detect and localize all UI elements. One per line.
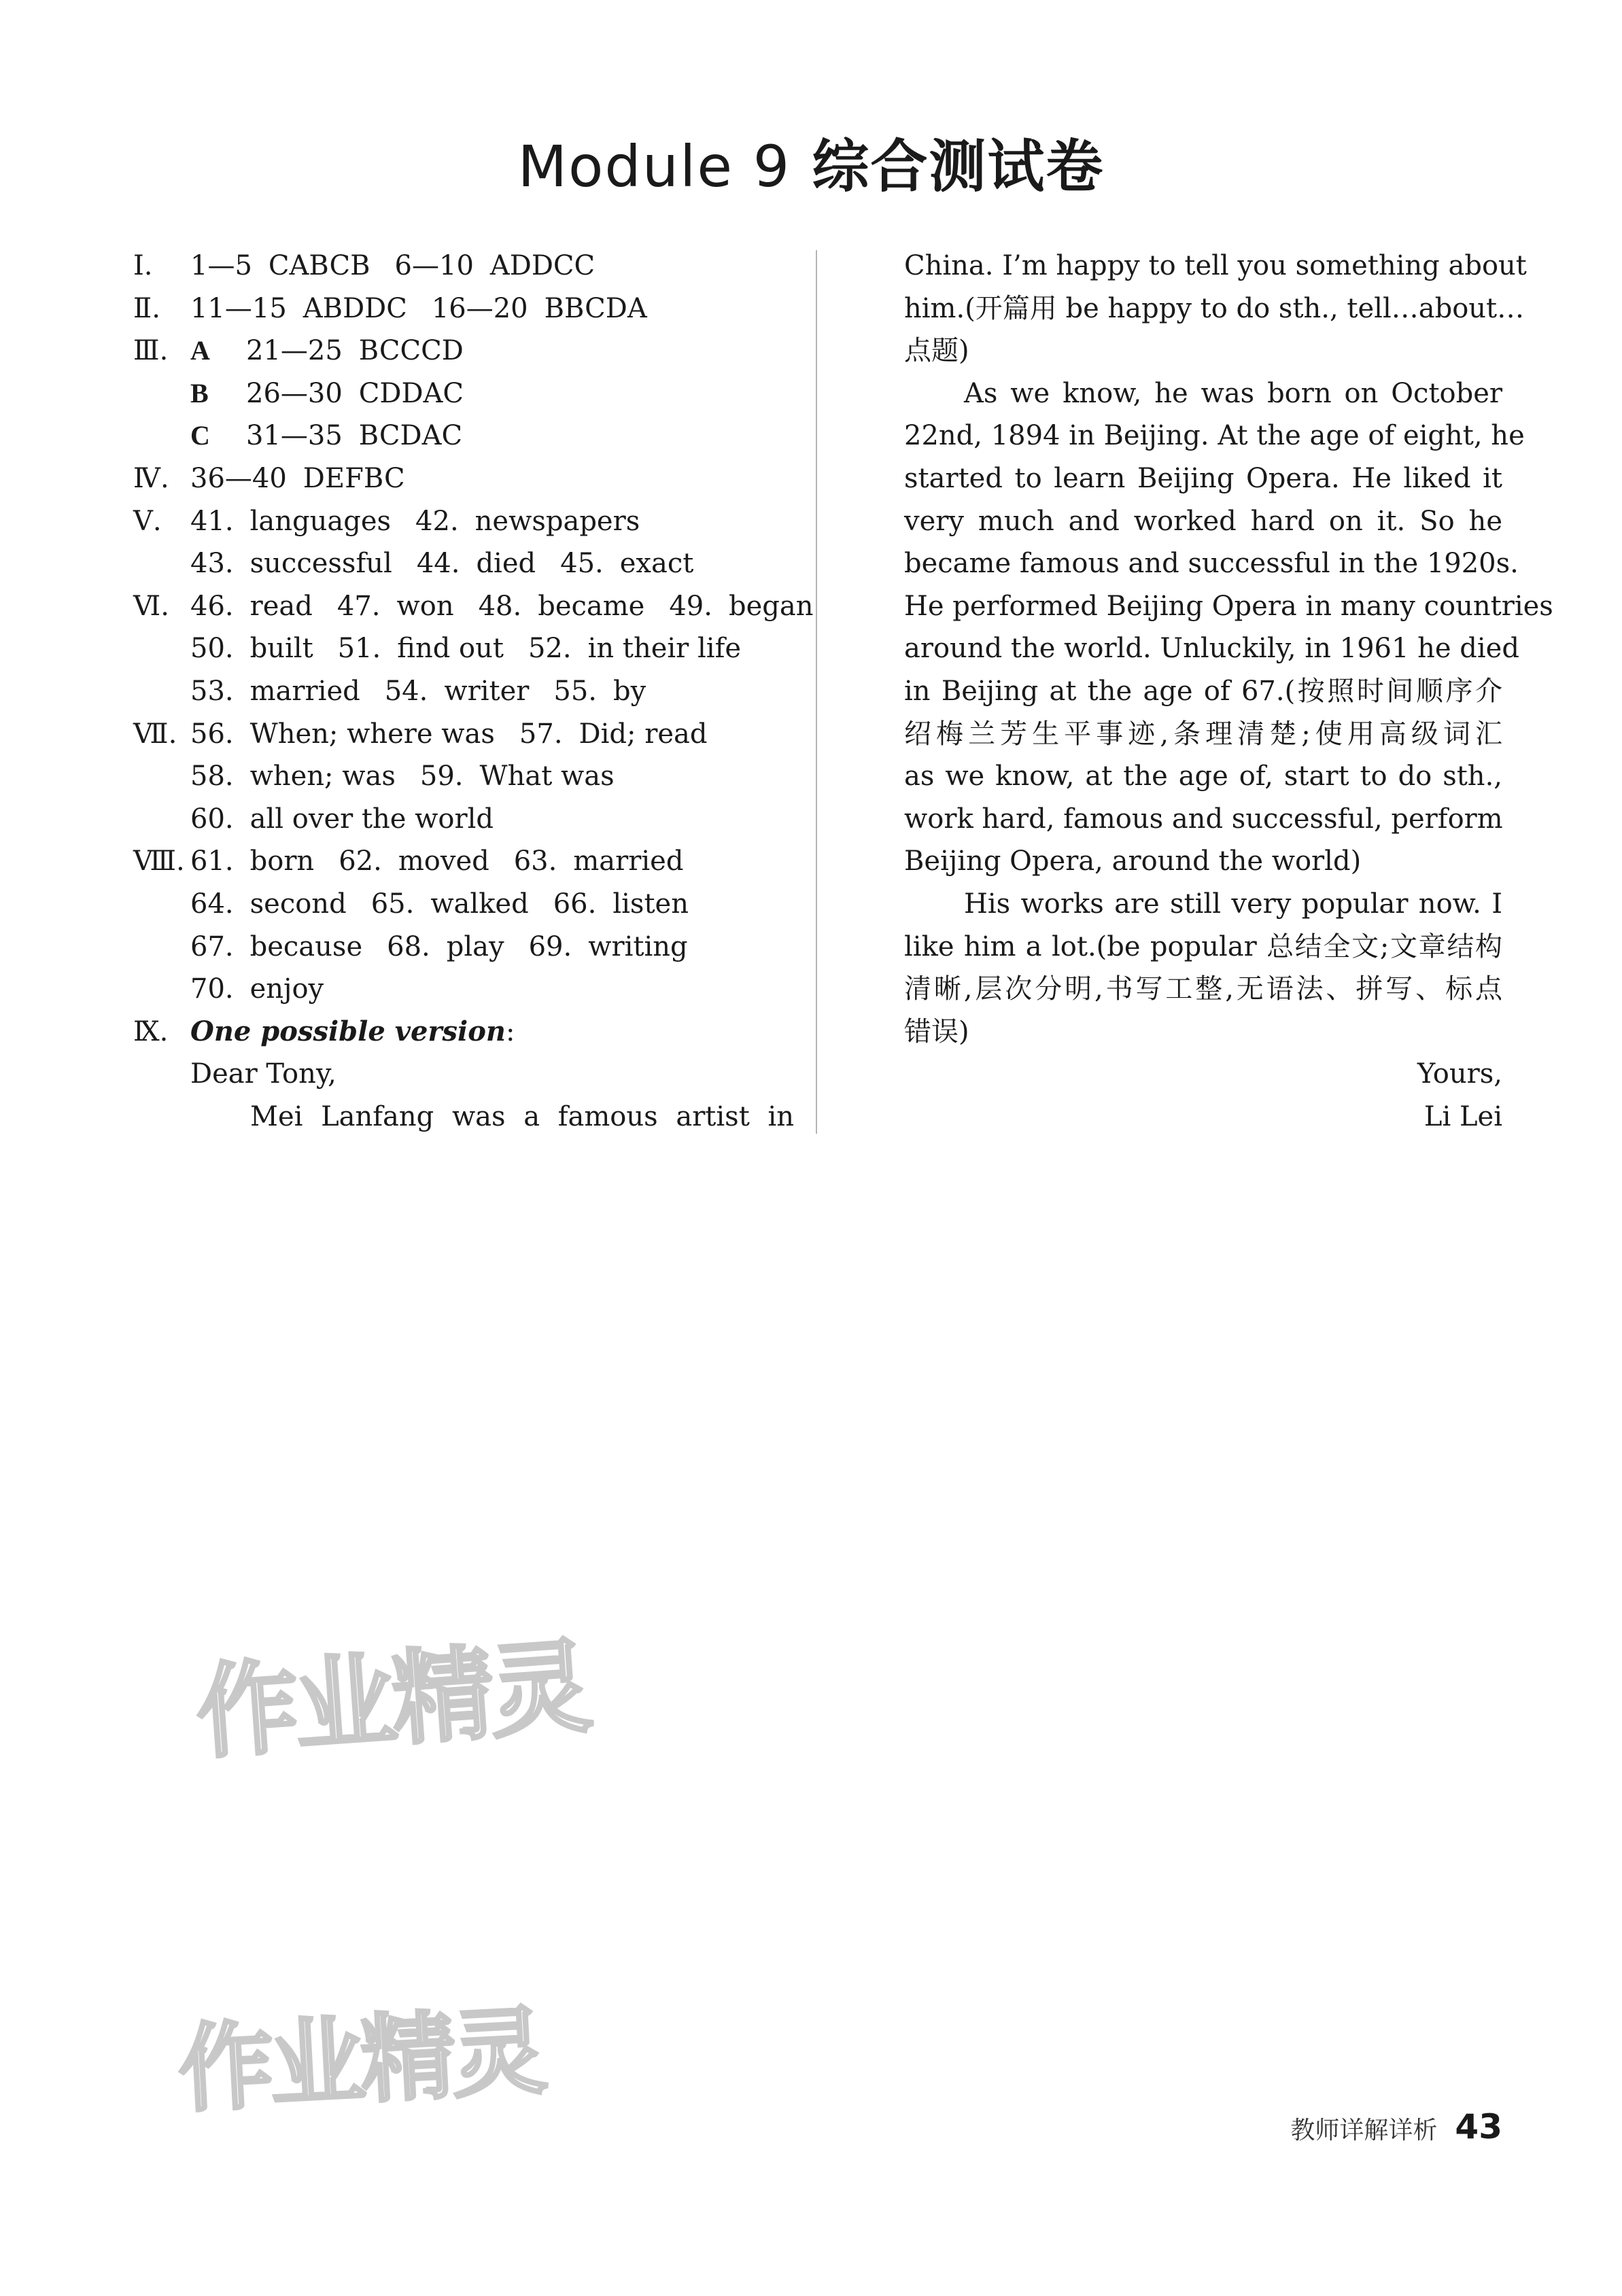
text-line: 清晰,层次分明,书写工整,无语法、拼写、标点 bbox=[904, 973, 1502, 1005]
item-number: 1—5 bbox=[190, 250, 252, 281]
answer-row bbox=[133, 542, 799, 585]
answer-value: ADDCC bbox=[489, 250, 596, 281]
answer-row bbox=[133, 288, 799, 330]
answer-value: BCDAC bbox=[358, 420, 463, 452]
answer-value: second bbox=[249, 888, 347, 920]
heading-colon: : bbox=[505, 1015, 515, 1047]
answer-value: read bbox=[249, 590, 313, 622]
watermark-logo: 作业精灵 bbox=[192, 1628, 592, 1773]
section-number: Ⅳ. bbox=[133, 462, 169, 494]
answer-row bbox=[133, 585, 814, 628]
item-number: 66. bbox=[553, 888, 597, 920]
answer-value: because bbox=[249, 930, 363, 962]
answer-value: became bbox=[538, 590, 645, 622]
item-number: 47. bbox=[337, 590, 381, 622]
salutation: Dear Tony, bbox=[190, 1058, 337, 1090]
item-number: 59. bbox=[419, 761, 464, 793]
text-line: China. I’m happy to tell you something about bbox=[904, 250, 1527, 281]
answer-value: listen bbox=[612, 888, 689, 920]
answer-body bbox=[190, 457, 430, 500]
answer-body bbox=[190, 288, 672, 330]
answer-row bbox=[133, 245, 799, 288]
answer-row bbox=[133, 415, 799, 457]
answer-body bbox=[190, 840, 708, 883]
answer-body bbox=[190, 926, 712, 969]
item-number: 63. bbox=[513, 846, 557, 877]
item-number: 52. bbox=[528, 633, 572, 665]
answer-row bbox=[133, 457, 799, 500]
watermark-logo-2: 作业精灵 bbox=[175, 1996, 546, 2126]
item-number: 41. bbox=[190, 505, 234, 537]
letter-signature: Li Lei bbox=[1423, 1100, 1502, 1132]
answer-body bbox=[190, 627, 765, 670]
title-chinese: 综合测试卷 bbox=[812, 133, 1105, 200]
answer-value: enjoy bbox=[249, 973, 324, 1005]
text-line: like him a lot.(be popular 总结全文;文章结构 bbox=[904, 930, 1502, 962]
text-line: work hard, famous and successful, perform bbox=[904, 803, 1503, 835]
text-line: him.(开篇用 be happy to do sth., tell…about… bbox=[904, 292, 1525, 324]
answer-body bbox=[190, 755, 639, 798]
answer-value: moved bbox=[398, 846, 489, 877]
title-module: Module 9 bbox=[517, 133, 791, 200]
answer-value: CABCB bbox=[268, 250, 370, 281]
answer-body bbox=[190, 883, 713, 926]
answer-value: began bbox=[728, 590, 814, 622]
item-number: 21—25 bbox=[246, 335, 343, 367]
item-number: 60. bbox=[190, 803, 234, 835]
answer-value: born bbox=[249, 846, 315, 877]
answer-value: What was bbox=[479, 761, 615, 793]
section-number: Ⅴ. bbox=[133, 505, 162, 537]
answer-value: newspapers bbox=[474, 505, 640, 537]
text-line: 22nd, 1894 in Beijing. At the age of eight, he bbox=[904, 420, 1525, 452]
subsection-letter: A bbox=[190, 335, 210, 366]
answer-body bbox=[190, 1011, 515, 1054]
writing-section-row bbox=[133, 1011, 799, 1054]
answer-key-column bbox=[133, 245, 814, 1138]
version-heading: One possible version bbox=[190, 1015, 506, 1047]
answer-value: married bbox=[249, 675, 360, 707]
item-number: 51. bbox=[337, 633, 381, 665]
item-number: 31—35 bbox=[246, 420, 343, 452]
answer-value: BBCDA bbox=[544, 292, 647, 324]
text-line: 点题) bbox=[904, 335, 969, 367]
text-line: very much and worked hard on it. So he bbox=[904, 505, 1502, 537]
answer-value: Did; read bbox=[579, 718, 708, 750]
section-number: Ⅲ. bbox=[133, 335, 169, 367]
item-number: 44. bbox=[416, 548, 460, 580]
item-number: 57. bbox=[519, 718, 563, 750]
section-number: Ⅸ. bbox=[133, 1015, 169, 1047]
answer-body bbox=[190, 585, 838, 628]
subsection-letter: C bbox=[190, 420, 210, 451]
answer-row bbox=[133, 372, 799, 415]
answer-body bbox=[190, 798, 518, 841]
item-number: 65. bbox=[370, 888, 415, 920]
item-number: 54. bbox=[384, 675, 428, 707]
answer-body bbox=[190, 415, 487, 457]
item-number: 11—15 bbox=[190, 292, 287, 324]
answer-row bbox=[133, 627, 799, 670]
item-number: 6—10 bbox=[394, 250, 474, 281]
section-number: Ⅱ. bbox=[133, 292, 160, 324]
answer-value: CDDAC bbox=[358, 377, 464, 409]
answer-body bbox=[190, 670, 670, 713]
answer-value: writer bbox=[444, 675, 530, 707]
text-line: 错误) bbox=[904, 1015, 969, 1047]
page-footer bbox=[1290, 2107, 1502, 2146]
section-number: Ⅶ. bbox=[133, 718, 177, 750]
answer-row bbox=[133, 713, 799, 756]
answer-value: married bbox=[573, 846, 684, 877]
answer-row bbox=[133, 330, 799, 372]
answer-value: walked bbox=[430, 888, 529, 920]
item-number: 56. bbox=[190, 718, 234, 750]
text-line: started to learn Beijing Opera. He liked it bbox=[904, 462, 1502, 494]
item-number: 45. bbox=[560, 548, 604, 580]
item-number: 70. bbox=[190, 973, 234, 1005]
answer-value: exact bbox=[619, 548, 694, 580]
item-number: 48. bbox=[478, 590, 522, 622]
answer-row bbox=[133, 500, 799, 543]
column-divider bbox=[816, 250, 817, 1134]
text-line: around the world. Unluckily, in 1961 he died bbox=[904, 633, 1519, 665]
letter-closing: Yours, bbox=[1417, 1058, 1502, 1090]
text-line: Mei Lanfang was a famous artist in bbox=[250, 1100, 794, 1132]
item-number: 43. bbox=[190, 548, 234, 580]
text-line: His works are still very popular now. I bbox=[964, 888, 1502, 920]
answer-value: all over the world bbox=[249, 803, 494, 835]
item-number: 46. bbox=[190, 590, 234, 622]
answer-body bbox=[190, 968, 348, 1011]
page-number: 43 bbox=[1455, 2107, 1502, 2146]
answer-value: DEFBC bbox=[303, 462, 405, 494]
text-line: became famous and successful in the 1920s. bbox=[904, 548, 1519, 580]
answer-value: writing bbox=[588, 930, 688, 962]
section-number: Ⅵ. bbox=[133, 590, 169, 622]
answer-row bbox=[133, 840, 799, 883]
answer-row bbox=[133, 968, 799, 1011]
item-number: 26—30 bbox=[246, 377, 343, 409]
item-number: 69. bbox=[528, 930, 572, 962]
letter-body bbox=[904, 245, 1553, 1053]
answer-value: When; where was bbox=[249, 718, 495, 750]
answer-value: won bbox=[396, 590, 454, 622]
answer-value: died bbox=[476, 548, 536, 580]
answer-body bbox=[190, 245, 619, 288]
item-number: 68. bbox=[387, 930, 430, 962]
answer-value: languages bbox=[249, 505, 392, 537]
item-number: 16—20 bbox=[431, 292, 528, 324]
item-number: 42. bbox=[415, 505, 459, 537]
item-number: 49. bbox=[669, 590, 712, 622]
section-number: Ⅰ. bbox=[133, 250, 153, 281]
item-number: 53. bbox=[190, 675, 234, 707]
letter-salutation-row bbox=[133, 1053, 799, 1096]
answer-value: by bbox=[613, 675, 646, 707]
item-number: 67. bbox=[190, 930, 234, 962]
item-number: 61. bbox=[190, 846, 234, 877]
answer-value: ABDDC bbox=[303, 292, 407, 324]
answer-value: in their life bbox=[587, 633, 742, 665]
essay-continuation-column bbox=[904, 245, 1553, 1138]
answer-row bbox=[133, 926, 799, 969]
item-number: 50. bbox=[190, 633, 234, 665]
item-number: 55. bbox=[553, 675, 597, 707]
answer-value: play bbox=[446, 930, 504, 962]
text-line: Beijing Opera, around the world) bbox=[904, 846, 1362, 877]
item-number: 64. bbox=[190, 888, 234, 920]
item-number: 58. bbox=[190, 761, 234, 793]
answer-body bbox=[190, 542, 718, 585]
letter-first-line bbox=[190, 1096, 794, 1138]
item-number: 36—40 bbox=[190, 462, 287, 494]
item-number: 62. bbox=[339, 846, 382, 877]
answer-body bbox=[190, 330, 488, 372]
text-line: As we know, he was born on October bbox=[964, 377, 1502, 409]
answer-row bbox=[133, 670, 799, 713]
answer-row bbox=[133, 755, 799, 798]
answer-value: successful bbox=[249, 548, 392, 580]
answer-value: built bbox=[249, 633, 313, 665]
answer-body bbox=[190, 500, 664, 543]
page-title bbox=[0, 121, 1622, 203]
answer-row bbox=[133, 883, 799, 926]
subsection-letter: B bbox=[190, 377, 209, 408]
footer-label: 教师详解详析 bbox=[1290, 2117, 1438, 2144]
answer-value: find out bbox=[397, 633, 504, 665]
answer-value: when; was bbox=[249, 761, 396, 793]
answer-body bbox=[190, 372, 488, 415]
answer-row bbox=[133, 798, 799, 841]
text-line: 绍梅兰芳生平事迹,条理清楚;使用高级词汇 bbox=[904, 718, 1502, 750]
section-number: Ⅷ. bbox=[133, 846, 185, 877]
text-line: He performed Beijing Opera in many countries bbox=[904, 590, 1553, 622]
answer-value: BCCCD bbox=[358, 335, 464, 367]
text-line: in Beijing at the age of 67.(按照时间顺序介 bbox=[904, 675, 1502, 707]
text-line: as we know, at the age of, start to do sth., bbox=[904, 761, 1502, 793]
answer-body bbox=[190, 713, 731, 756]
